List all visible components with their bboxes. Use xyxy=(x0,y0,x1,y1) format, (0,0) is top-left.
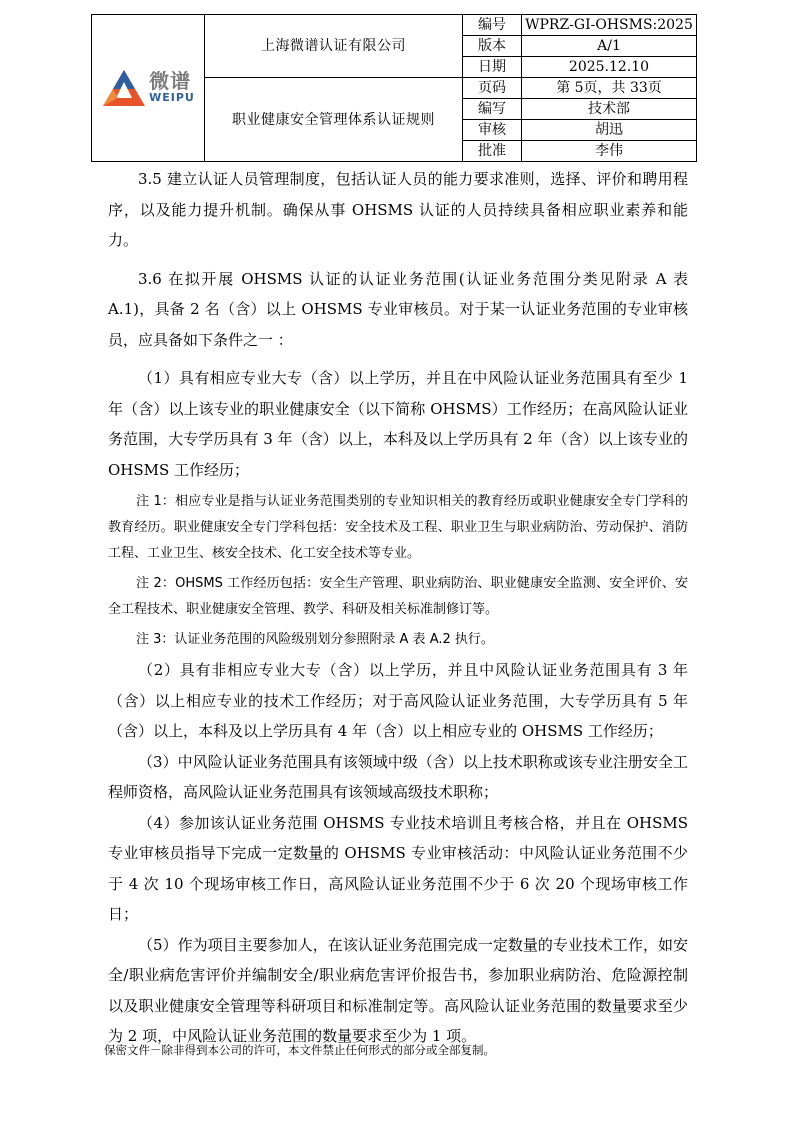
label-page: 页码 xyxy=(463,78,522,99)
note-2: 注 2：OHSMS 工作经历包括：安全生产管理、职业病防治、职业健康安全监测、安全评价、安全工程技术、职业健康安全管理、教学、科研及相关标准制修订等。 xyxy=(108,576,688,617)
condition-5: （5）作为项目主要参加人，在该认证业务范围完成一定数量的专业技术工作，如安全/职业病危害评价并编制安全/职业病危害评价报告书，参加职业病防治、危险源控制以及职业健康安全管理等科研项目和标准制定等。高风险认证业务范围的数量要求至少为 2 项，中风险认证业务范围的数量要求至少为 1 项。 xyxy=(108,935,688,1045)
value-date: 2025.12.10 xyxy=(522,57,697,78)
confidentiality-footer: 保密文件－除非得到本公司的许可，本文件禁止任何形式的部分或全部复制。 xyxy=(104,1043,495,1057)
note-1: 注 1：相应专业是指与认证业务范围类别的专业知识相关的教育经历或职业健康安全专门学科的教育经历。职业健康安全专门学科包括：安全技术及工程、职业卫生与职业病防治、劳动保护、消防工程、工业卫生、核安全技术、化工安全技术等专业。 xyxy=(108,494,688,561)
condition-1: （1）具有相应专业大专（含）以上学历，并且在中风险认证业务范围具有至少 1 年（含）以上该专业的职业健康安全（以下简称 OHSMS）工作经历；在高风险认证业务范围，大专学历具有 3 年（含）以上，本科及以上学历具有 2 年（含）以上该专业的 OHSMS 工作经历； xyxy=(108,369,688,479)
weipu-logo-icon xyxy=(101,68,147,108)
condition-2: （2）具有非相应专业大专（含）以上学历，并且中风险认证业务范围具有 3 年（含）以上相应专业的技术工作经历；对于高风险认证业务范围，大专学历具有 5 年（含）以上，本科及以上学历具有 4 年（含）以上相应专业的 OHSMS 工作经历； xyxy=(108,661,688,740)
value-version: A/1 xyxy=(522,36,697,57)
value-page: 第 5页，共 33页 xyxy=(522,78,697,99)
value-doc-number: WPRZ-GI-OHSMS:2025 xyxy=(522,15,697,36)
logo-cell xyxy=(92,15,205,162)
label-doc-number: 编号 xyxy=(463,15,522,36)
company-name: 上海微谱认证有限公司 xyxy=(205,15,463,78)
value-approver: 李伟 xyxy=(522,141,697,162)
logo-english-text: WEIPU xyxy=(149,91,195,105)
label-version: 版本 xyxy=(463,36,522,57)
condition-3: （3）中风险认证业务范围具有该领域中级（含）以上技术职称或该专业注册安全工程师资格，高风险认证业务范围具有该领域高级技术职称； xyxy=(108,752,688,801)
document-header-table xyxy=(91,14,697,162)
label-reviewer: 审核 xyxy=(463,120,522,141)
value-reviewer: 胡迅 xyxy=(522,120,697,141)
label-date: 日期 xyxy=(463,57,522,78)
company-logo xyxy=(92,15,204,161)
document-body xyxy=(108,164,688,1052)
document-title: 职业健康安全管理体系认证规则 xyxy=(205,78,463,162)
condition-4: （4）参加该认证业务范围 OHSMS 专业技术培训且考核合格，并且在 OHSMS 专业审核员指导下完成一定数量的 OHSMS 专业审核活动：中风险认证业务范围不少于 4 次 10 个现场审核工作日，高风险认证业务范围不少于 6 次 20 个现场审核工作日； xyxy=(108,813,688,923)
logo-chinese-text: 微谱 xyxy=(149,69,192,94)
label-approver: 批准 xyxy=(463,141,522,162)
label-author: 编写 xyxy=(463,99,522,120)
paragraph-3-5: 3.5 建立认证人员管理制度，包括认证人员的能力要求准则，选择、评价和聘用程序，以及能力提升机制。确保从事 OHSMS 认证的人员持续具备相应职业素养和能力。 xyxy=(108,170,688,249)
paragraph-3-6: 3.6 在拟开展 OHSMS 认证的认证业务范围(认证业务范围分类见附录 A 表 A.1)，具备 2 名（含）以上 OHSMS 专业审核员。对于某一认证业务范围的专业审核员，应具备如下条件之一 ： xyxy=(108,269,688,349)
note-3: 注 3：认证业务范围的风险级别划分参照附录 A 表 A.2 执行。 xyxy=(136,632,494,647)
value-author: 技术部 xyxy=(522,99,697,120)
